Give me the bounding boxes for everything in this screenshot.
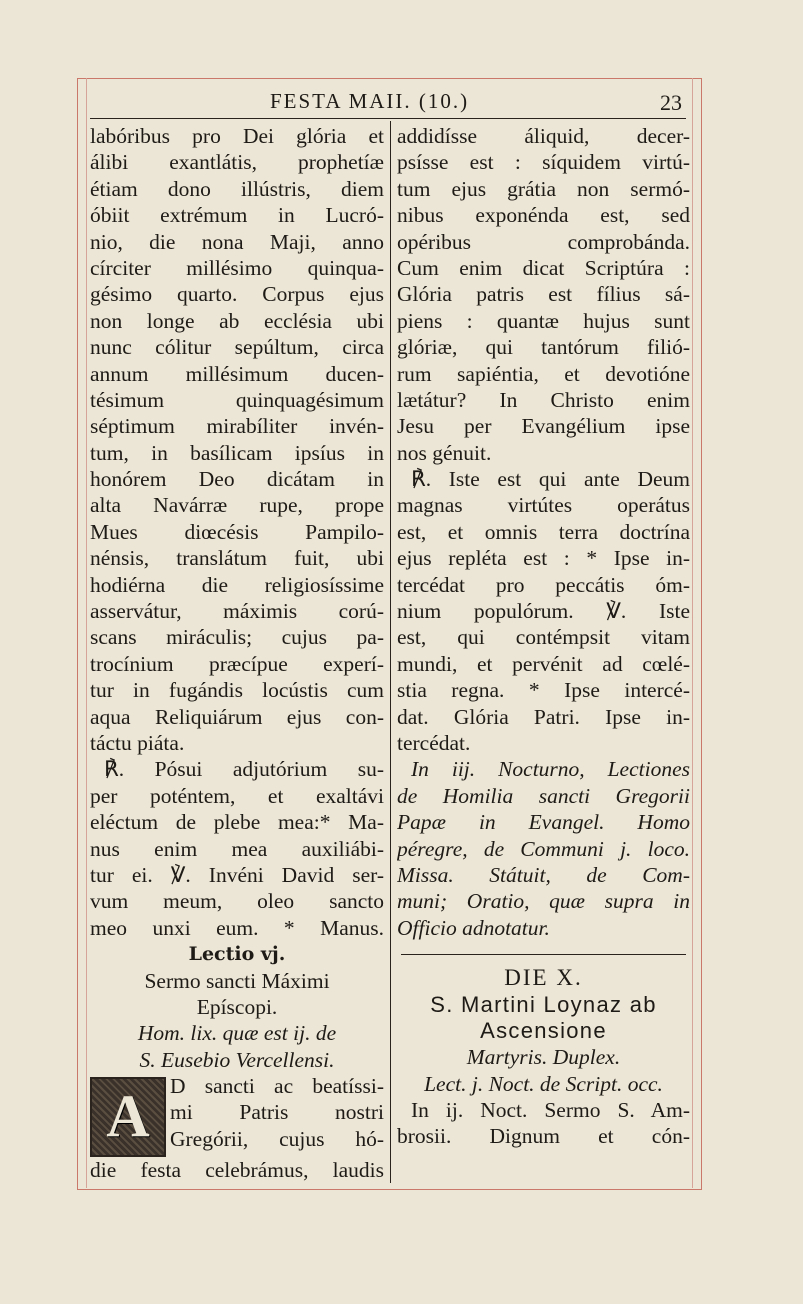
sermo-title-line-2: Epíscopi.: [196, 994, 278, 1019]
text-line: In ij. Noct. Sermo S. Am-: [411, 1098, 690, 1123]
text-line: Jesu per Evangélium ipse: [397, 414, 690, 439]
running-header: FESTA MAII. (10.): [270, 89, 470, 113]
responsory-line: per poténtem, et exaltávi: [90, 783, 384, 808]
ornamental-initial: A: [90, 1077, 166, 1157]
responsory-line: ℟. Pósui adjutórium su-: [104, 757, 384, 782]
text-line: trocínium præcípue experí-: [90, 651, 384, 676]
dropcap-paragraph: [90, 1073, 384, 1157]
text-line: nénsis, translátum fuit, ubi: [90, 546, 384, 571]
homily-reference: Hom. lix. quæ est ij. de: [137, 1021, 337, 1046]
responsory-line: ejus repléta est : * Ipse in-: [397, 546, 690, 571]
rubric-line: Papæ in Evangel. Homo: [397, 810, 690, 835]
text-line: étiam dono illústris, diem: [90, 176, 384, 201]
text-line: scans miráculis; cujus pa-: [90, 625, 384, 650]
eusebio-reference: S. Eusebio Vercellensi.: [139, 1047, 335, 1072]
text-line: opéribus comprobánda.: [397, 229, 690, 254]
text-line: álibi exantlátis, prophetíæ: [90, 150, 384, 175]
responsory-line: tur ei. ℣. Invéni David ser-: [90, 862, 384, 887]
text-line: labóribus pro Dei glória et: [90, 124, 384, 148]
rubric-line: Missa. Státuit, de Com-: [397, 862, 690, 887]
text-line: asservátur, máximis corú-: [90, 599, 384, 624]
die-heading: DIE X.: [504, 965, 583, 991]
section-rule: [401, 954, 686, 955]
text-line: tum ejus grátia non sermó-: [397, 176, 690, 201]
responsory-line: nus enim mea auxiliábi-: [90, 836, 384, 861]
lection-rubric: Lect. j. Noct. de Script. occ.: [424, 1071, 663, 1096]
responsory-line: est, qui contémpsit vitam: [397, 625, 690, 650]
text-line: brosii. Dignum et cón-: [397, 1124, 690, 1149]
text-line: nos génuit.: [397, 440, 492, 465]
page-number: 23: [660, 90, 682, 115]
responsory-line: eléctum de plebe mea:* Ma-: [90, 810, 384, 835]
rubric: [397, 756, 690, 941]
text-line: táctu piáta.: [90, 730, 185, 755]
text-line: lætátur? In Christo enim: [397, 387, 690, 412]
rubric-line: In iij. Nocturno, Lectiones: [411, 757, 690, 782]
text-line: nibus exponénda est, sed: [397, 203, 690, 228]
text-line: honórem Deo dicátam in: [90, 467, 384, 492]
text-line: gésimo quarto. Corpus ejus: [90, 282, 384, 307]
text-line: annum millésimum ducen-: [90, 361, 384, 386]
right-margin-rule: [692, 78, 693, 1188]
left-margin-rule: [86, 78, 87, 1188]
responsory-line: dat. Glória Patri. Ipse in-: [397, 704, 690, 729]
text-line: D sancti ac beatíssi-: [170, 1074, 384, 1099]
text-line: aqua Reliquiárum ejus con-: [90, 704, 384, 729]
text-line: tur in fugándis locústis cum: [90, 678, 384, 703]
right-final-text: [397, 1097, 690, 1150]
text-line: hodiérna die religiosíssime: [90, 572, 384, 597]
column-divider: [390, 121, 391, 1183]
saint-name-line-1: S. Martini Loynaz ab: [430, 991, 657, 1017]
sermo-title-line-1: Sermo sancti Máximi: [144, 968, 330, 993]
rubric-line: muni; Oratio, quæ supra in: [397, 889, 690, 914]
text-line: alta Navárræ rupe, prope: [90, 493, 384, 518]
text-line: séptimum mirabíliter invén-: [90, 414, 384, 439]
text-line: rum sapiéntia, et devotióne: [397, 361, 690, 386]
left-column: [90, 123, 384, 1183]
header-rule: [90, 118, 686, 119]
rubric-line: Officio adnotatur.: [397, 915, 550, 940]
responsory-line: stia regna. * Ipse intercé-: [397, 678, 690, 703]
responsory-line: mundi, et pervénit ad cœlé-: [397, 651, 690, 676]
text-line: nunc cólitur sepúltum, circa: [90, 335, 384, 360]
text-line: tésimum quinquagésimum: [90, 387, 384, 412]
text-line: Gregórii, cujus hó-: [170, 1126, 384, 1151]
text-line: óbiit extrémum in Lucró-: [90, 203, 384, 228]
text-line: círciter millésimo quinqua-: [90, 255, 384, 280]
text-line: glóriæ, qui tantórum filió-: [397, 335, 690, 360]
rubric-line: de Homilia sancti Gregorii: [397, 783, 690, 808]
text-line: addidísse áliquid, decer-: [397, 124, 690, 148]
text-line: Cum enim dicat Scriptúra :: [397, 255, 690, 280]
text-line: tum, in basílicam ipsíus in: [90, 440, 384, 465]
lectio-heading: Lectio vj.: [188, 943, 286, 966]
left-last-line: die festa celebrámus, laudis: [90, 1158, 384, 1183]
text-line: nio, die nona Maji, anno: [90, 229, 384, 254]
right-lesson-text: [397, 123, 690, 466]
responsory-line: nium populórum. ℣. Iste: [397, 599, 690, 624]
responsory-line: meo unxi eum. * Manus.: [90, 915, 384, 940]
saint-name-line-2: Ascensione: [480, 1017, 607, 1043]
responsory-line: tercédat.: [397, 730, 471, 755]
text-line: non longe ab ecclésia ubi: [90, 308, 384, 333]
right-column: [397, 123, 690, 1150]
rubric-line: péregre, de Communi j. loco.: [397, 836, 690, 861]
text-line: Mues diœcésis Pampilo-: [90, 519, 384, 544]
dropcap-text: [170, 1073, 384, 1157]
left-responsory: [90, 756, 384, 941]
text-line: Glória patris est fílius sá-: [397, 282, 690, 307]
responsory-line: magnas virtútes operátus: [397, 493, 690, 518]
responsory-line: ℟. Iste est qui ante Deum: [411, 467, 690, 492]
feast-rank: Martyris. Duplex.: [466, 1045, 621, 1070]
text-line: mi Patris nostri: [170, 1100, 384, 1125]
responsory-line: est, et omnis terra doctrína: [397, 519, 690, 544]
left-lesson-text: [90, 123, 384, 756]
text-line: psísse est : síquidem virtú-: [397, 150, 690, 175]
responsory-line: tercédat pro peccátis óm-: [397, 572, 690, 597]
right-responsory: [397, 466, 690, 756]
text-line: piens : quantæ hujus sunt: [397, 308, 690, 333]
responsory-line: vum meum, oleo sancto: [90, 889, 384, 914]
